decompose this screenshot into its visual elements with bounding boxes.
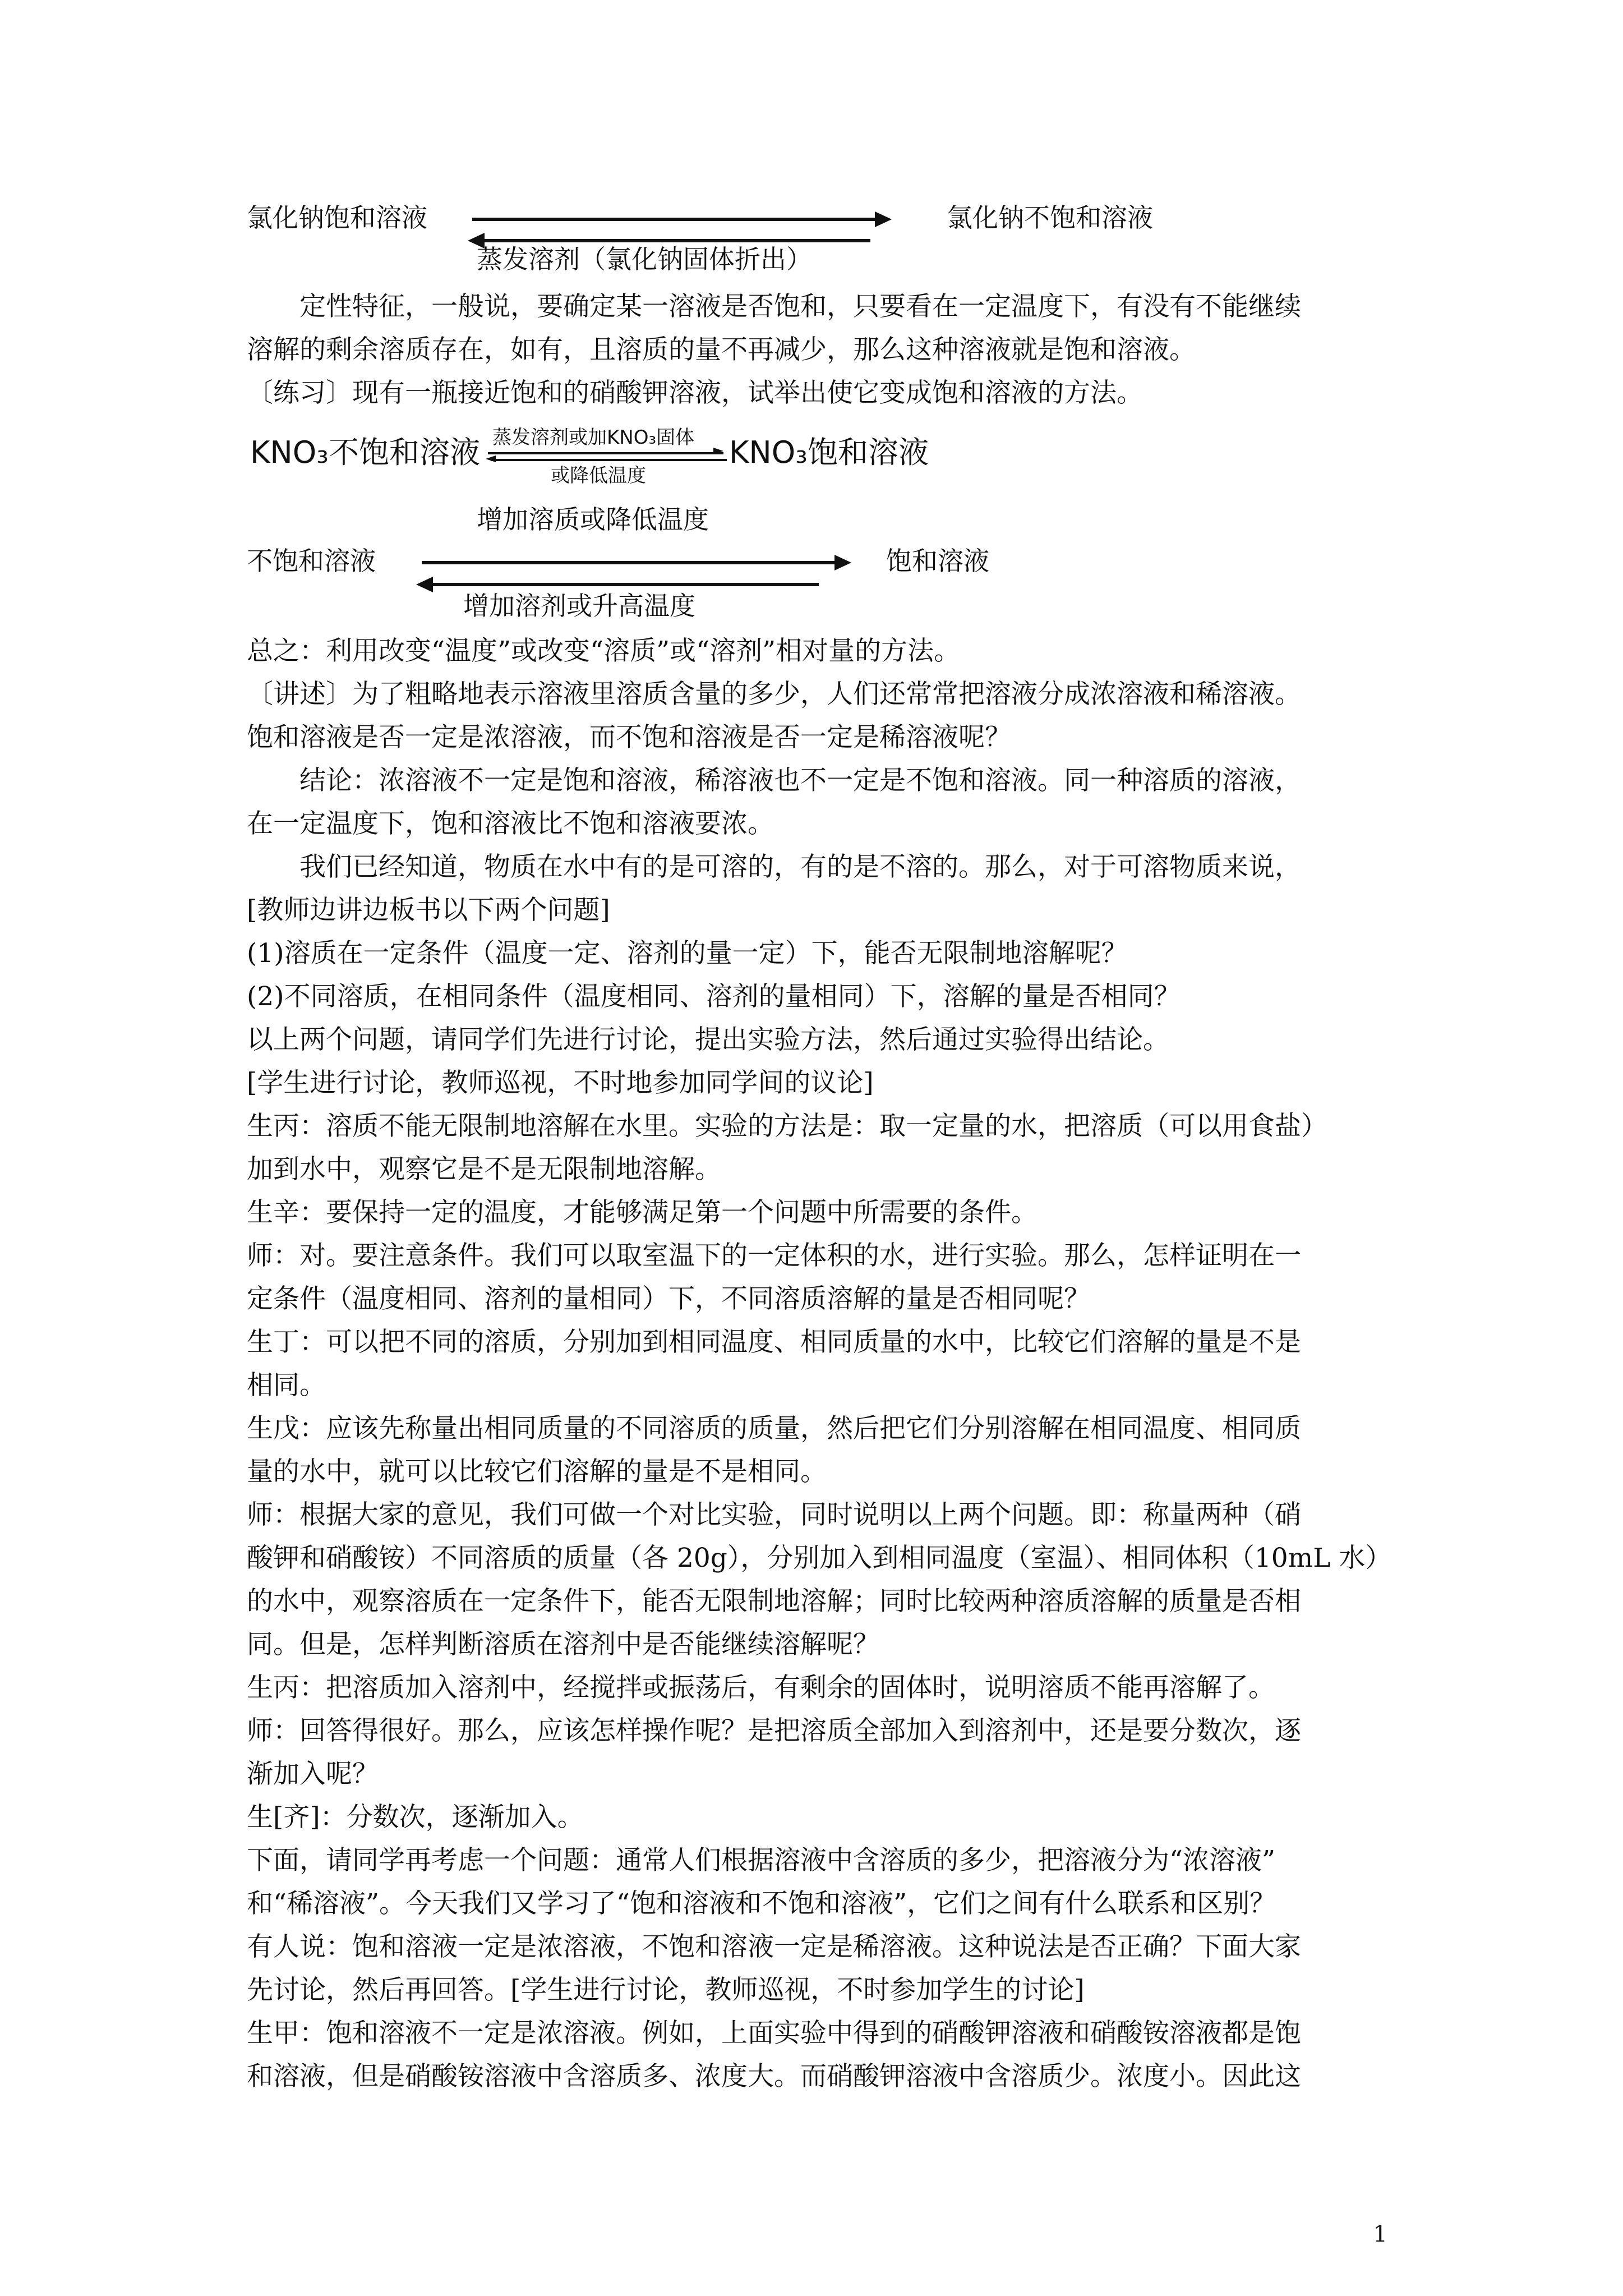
text-line: 师：回答得很好。那么，应该怎样操作呢？是把溶质全部加入到溶剂中，还是要分数次，逐	[247, 1715, 1301, 1746]
text-line: 的水中，观察溶质在一定条件下，能否无限制地溶解；同时比较两种溶质溶解的质量是否相	[247, 1586, 1301, 1617]
text-line: 有人说：饱和溶液一定是浓溶液，不饱和溶液一定是稀溶液。这种说法是否正确？下面大家	[247, 1931, 1301, 1962]
text-line: 师：对。要注意条件。我们可以取室温下的一定体积的水，进行实验。那么，怎样证明在一	[247, 1240, 1301, 1271]
text-line: 师：根据大家的意见，我们可做一个对比实验，同时说明以上两个问题。即：称量两种（硝	[247, 1499, 1301, 1530]
text-line: 生辛：要保持一定的温度，才能够满足第一个问题中所需要的条件。	[247, 1197, 1038, 1228]
arrow-right-head	[875, 211, 892, 227]
text-line: 生[齐]：分数次，逐渐加入。	[247, 1802, 584, 1833]
kno3-bottom-label: 或降低温度	[551, 464, 646, 487]
kno3-arrow-top-head	[713, 448, 723, 454]
text-line: 〔练习〕现有一瓶接近饱和的硝酸钾溶液，试举出使它变成饱和溶液的方法。	[247, 378, 1143, 408]
text-line: 加到水中，观察它是不是无限制地溶解。	[247, 1154, 721, 1185]
text-line: (2)不同溶质，在相同条件（温度相同、溶剂的量相同）下，溶解的量是否相同？	[247, 981, 1181, 1012]
text-line: 和“稀溶液”。今天我们又学习了“饱和溶液和不饱和溶液”，它们之间有什么联系和区别？	[247, 1888, 1276, 1919]
text-line: 生甲：饱和溶液不一定是浓溶液。例如，上面实验中得到的硝酸钾溶液和硝酸铵溶液都是饱	[247, 2018, 1301, 2049]
text-line: 总之：利用改变“温度”或改变“溶质”或“溶剂”相对量的方法。	[247, 636, 961, 666]
diagram2-left-label: 不饱和溶液	[247, 546, 376, 576]
text-line: 和溶液，但是硝酸铵溶液中含溶质多、浓度大。而硝酸钾溶液中含溶质少。浓度小。因此这	[247, 2061, 1301, 2092]
text-line: 先讨论，然后再回答。[学生进行讨论，教师巡视，不时参加学生的讨论]	[247, 1975, 1085, 2005]
text-line: (1)溶质在一定条件（温度一定、溶剂的量一定）下，能否无限制地溶解呢？	[247, 938, 1128, 969]
kno3-left-label: KNO₃不饱和溶液	[250, 435, 480, 470]
text-line: 酸钾和硝酸铵）不同溶质的质量（各 20g），分别加入到相同温度（室温）、相同体积（10mL 水）	[247, 1543, 1392, 1573]
text-line: 溶解的剩余溶质存在，如有，且溶质的量不再减少，那么这种溶液就是饱和溶液。	[247, 334, 1196, 365]
text-line: 结论：浓溶液不一定是饱和溶液，稀溶液也不一定是不饱和溶液。同一种溶质的溶液，	[299, 765, 1301, 796]
text-line: 〔讲述〕为了粗略地表示溶液里溶质含量的多少，人们还常常把溶液分成浓溶液和稀溶液。	[247, 679, 1301, 710]
text-line: [教师边讲边板书以下两个问题]	[247, 895, 610, 926]
arrow-right-line	[472, 218, 876, 221]
diagram2-top-label: 增加溶质或降低温度	[477, 504, 709, 535]
kno3-right-label: KNO₃饱和溶液	[729, 435, 929, 470]
text-line: 下面，请同学再考虑一个问题：通常人们根据溶液中含溶质的多少，把溶液分为“浓溶液”	[247, 1845, 1276, 1876]
diagram1-right-label: 氯化钠不饱和溶液	[947, 203, 1153, 233]
diagram1-left-label: 氯化钠饱和溶液	[247, 203, 427, 233]
text-line: 在一定温度下，饱和溶液比不饱和溶液要浓。	[247, 808, 774, 839]
arrow-left-line	[432, 583, 819, 586]
arrow-left-head	[416, 577, 433, 592]
diagram2-bottom-label: 增加溶剂或升高温度	[463, 591, 695, 621]
kno3-arrow-bottom-line	[491, 459, 727, 461]
text-line: 同。但是，怎样判断溶质在溶剂中是否能继续溶解呢？	[247, 1629, 879, 1660]
text-line: 定条件（温度相同、溶剂的量相同）下，不同溶质溶解的量是否相同呢？	[247, 1283, 1090, 1314]
text-line: 饱和溶液是否一定是浓溶液，而不饱和溶液是否一定是稀溶液呢？	[247, 722, 1011, 753]
paragraph-block-b	[247, 629, 1402, 2098]
diagram1-bottom-label: 蒸发溶剂（氯化钠固体折出）	[477, 244, 812, 274]
text-line: 以上两个问题，请同学们先进行讨论，提出实验方法，然后通过实验得出结论。	[247, 1024, 1169, 1055]
paragraph-block-a	[247, 285, 1402, 415]
diagram2-right-label: 饱和溶液	[886, 546, 989, 576]
text-line: 生戊：应该先称量出相同质量的不同溶质的质量，然后把它们分别溶解在相同温度、相同质	[247, 1413, 1301, 1444]
text-line: 生丙：溶质不能无限制地溶解在水里。实验的方法是：取一定量的水，把溶质（可以用食盐）	[247, 1111, 1327, 1142]
text-line: [学生进行讨论，教师巡视，不时地参加同学间的议论]	[247, 1068, 874, 1098]
text-line: 生丙：把溶质加入溶剂中，经搅拌或振荡后，有剩余的固体时，说明溶质不能再溶解了。	[247, 1672, 1275, 1703]
arrow-right-line	[422, 561, 836, 564]
text-line: 定性特征，一般说，要确定某一溶液是否饱和，只要看在一定温度下，有没有不能继续	[299, 291, 1301, 322]
kno3-arrow-top-line	[488, 452, 723, 454]
text-line: 我们已经知道，物质在水中有的是可溶的，有的是不溶的。那么，对于可溶物质来说，	[299, 852, 1301, 882]
text-line: 量的水中，就可以比较它们溶解的量是不是相同。	[247, 1456, 827, 1487]
text-line: 生丁：可以把不同的溶质，分别加到相同温度、相同质量的水中，比较它们溶解的量是不是	[247, 1327, 1301, 1358]
kno3-top-label: 蒸发溶剂或加KNO₃固体	[492, 426, 695, 449]
kno3-arrow-bottom-head	[486, 455, 496, 462]
text-line: 渐加入呢？	[247, 1759, 379, 1789]
page-number: 1	[1373, 2221, 1387, 2247]
arrow-right-head	[834, 555, 851, 570]
text-line: 相同。	[247, 1370, 326, 1401]
